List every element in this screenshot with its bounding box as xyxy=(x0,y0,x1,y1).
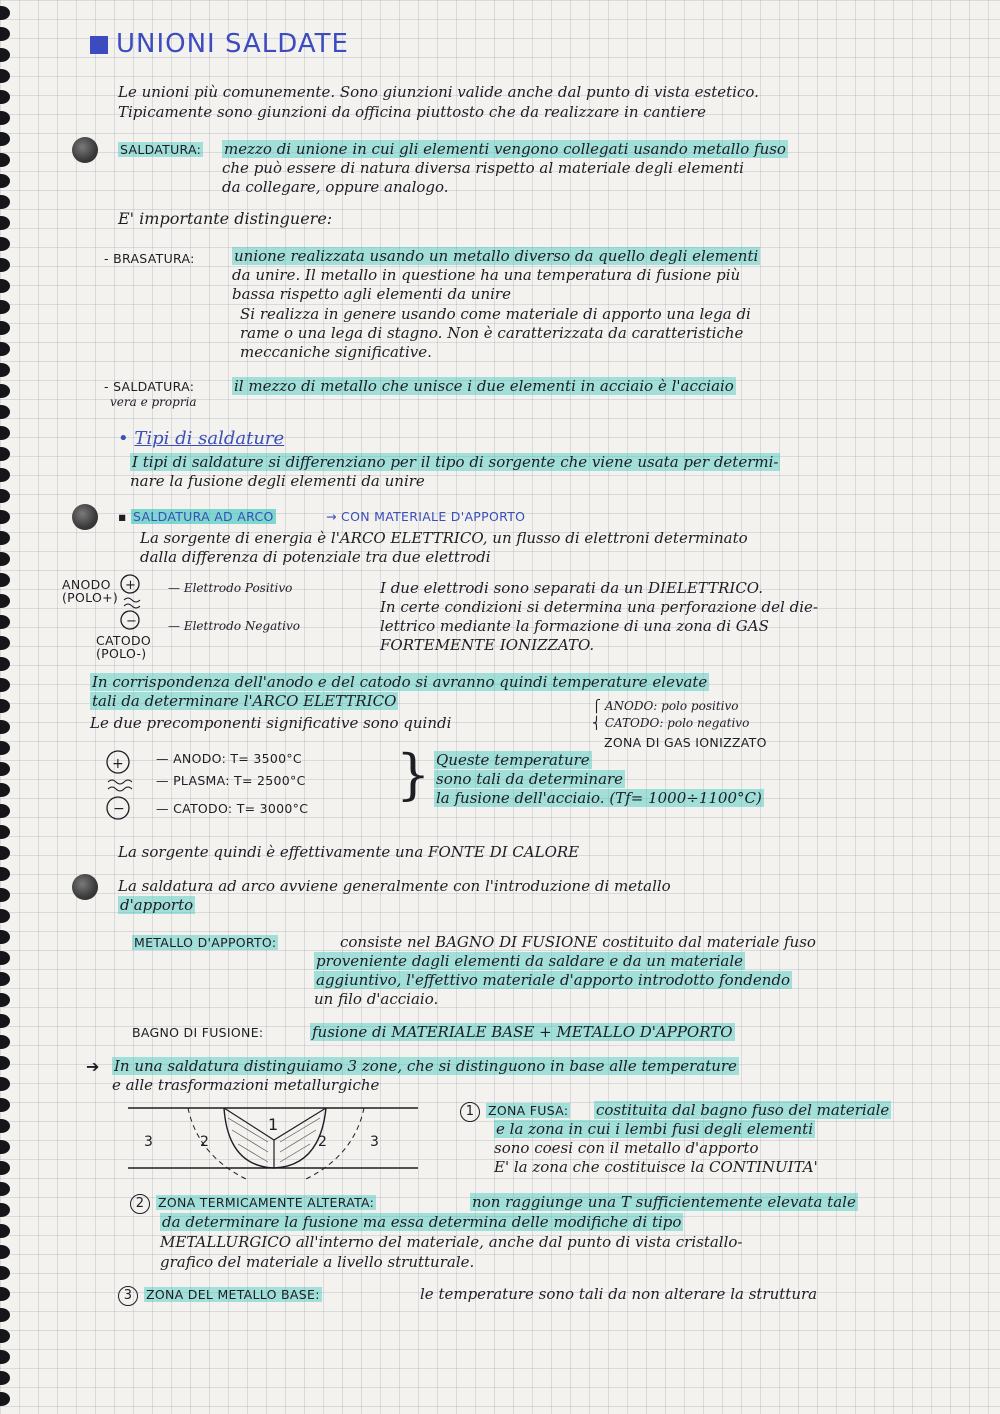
brace-icon: } xyxy=(396,743,431,806)
brasatura-line: bassa rispetto agli elementi da unire xyxy=(232,285,511,303)
zona1-line: costituita dal bagno fuso del materiale xyxy=(596,1101,890,1119)
saldatura-label: SALDATURA: xyxy=(120,142,202,157)
temp-note: Queste temperature xyxy=(436,751,590,769)
zone-intro: e alle trasformazioni metallurgiche xyxy=(112,1076,380,1094)
zone-intro: In una saldatura distinguiamo 3 zone, che si distinguono in base alle temperature xyxy=(114,1057,737,1075)
corrispondenza-line: In corrispondenza dell'anodo e del catodo si avranno quindi temperature elevate xyxy=(92,673,708,691)
diagram-label: 1 xyxy=(268,1115,279,1134)
svg-text:−: − xyxy=(126,614,137,629)
metallo-apporto-line: aggiuntivo, l'effettivo materiale d'apporto introdotto fondendo xyxy=(316,971,791,989)
componente: ZONA DI GAS IONIZZATO xyxy=(604,735,767,750)
temp-note: sono tali da determinare xyxy=(436,770,624,788)
metallo-apporto-line: consiste nel BAGNO DI FUSIONE costituito dal materiale fuso xyxy=(340,933,816,951)
temp-plasma: — PLASMA: T= 2500°C xyxy=(156,773,306,788)
zona1-line: E' la zona che costituisce la CONTINUITA' xyxy=(494,1158,818,1176)
zona3-label: 3 ZONA DEL METALLO BASE: xyxy=(118,1286,322,1306)
metallo-apporto-line: proveniente dagli elementi da saldare e da un materiale xyxy=(316,952,744,970)
saldatura-vera-sub: vera e propria xyxy=(110,395,197,409)
brasatura-label: - BRASATURA: xyxy=(104,251,195,266)
svg-text:+: + xyxy=(125,578,136,593)
zona1-label: 1 ZONA FUSA: xyxy=(460,1102,570,1122)
temp-anodo: — ANODO: T= 3500°C xyxy=(156,751,302,766)
saldatura-vera-text: il mezzo di metallo che unisce i due elementi in acciaio è l'acciaio xyxy=(234,377,734,395)
temp-note: la fusione dell'acciaio. (Tf= 1000÷1100°C) xyxy=(436,789,762,807)
brasatura-line: unione realizzata usando un metallo diverso da quello degli elementi xyxy=(234,247,759,265)
zona1-line: sono coesi con il metallo d'apporto xyxy=(494,1139,759,1157)
arco-label: ▪ SALDATURA AD ARCO xyxy=(118,509,274,524)
tipi-line: I tipi di saldature si differenziano per il tipo di sorgente che viene usata per determi- xyxy=(132,453,779,471)
elettrodi-desc: I due elettrodi sono separati da un DIELETTRICO. xyxy=(380,579,763,597)
checkbox-icon xyxy=(90,36,108,54)
diagram-label: 3 xyxy=(144,1134,153,1150)
zona1-line: e la zona in cui i lembi fusi degli elementi xyxy=(496,1120,813,1138)
elettrodi-desc: In certe condizioni si determina una perforazione del die- xyxy=(380,598,818,616)
metallo-apporto-label: METALLO D'APPORTO: xyxy=(134,935,277,950)
elettrodi-desc: lettrico mediante la formazione di una zona di GAS xyxy=(380,617,769,635)
importante-text: E' importante distinguere: xyxy=(118,209,333,228)
tipi-heading: • Tipi di saldature xyxy=(118,428,285,449)
zona2-line: METALLURGICO all'interno del materiale, anche dal punto di vista cristallo- xyxy=(160,1233,743,1251)
svg-text:−: − xyxy=(113,801,125,817)
arc-symbol-icon xyxy=(100,748,150,822)
zona2-line: da determinare la fusione ma essa determina delle modifiche di tipo xyxy=(162,1213,682,1231)
catodo-label: CATODO (POLO-) xyxy=(96,633,152,661)
bullet-icon xyxy=(72,874,98,900)
apporto-intro: d'apporto xyxy=(120,896,194,914)
brasatura-line: da unire. Il metallo in questione ha una temperatura di fusione più xyxy=(232,266,741,284)
arco-line: La sorgente di energia è l'ARCO ELETTRICO, un flusso di elettroni determinato xyxy=(140,529,748,547)
elettrodo-negativo: — Elettrodo Negativo xyxy=(168,619,300,633)
svg-text:+: + xyxy=(112,756,124,772)
electrode-symbol-icon xyxy=(114,572,164,632)
apporto-intro: La saldatura ad arco avviene generalmente con l'introduzione di metallo xyxy=(118,877,671,895)
bagno-text: fusione di MATERIALE BASE + METALLO D'APPORTO xyxy=(312,1023,733,1041)
bagno-label: BAGNO DI FUSIONE: xyxy=(132,1025,264,1040)
saldatura-def-line: che può essere di natura diversa rispetto al materiale degli elementi xyxy=(222,159,744,177)
anodo-label: ANODO (POLO+) xyxy=(62,577,119,605)
brasatura-line: Si realizza in genere usando come materiale di apporto una lega di xyxy=(240,305,751,323)
arrow-icon: ➔ xyxy=(86,1057,100,1076)
saldatura-def-line: da collegare, oppure analogo. xyxy=(222,178,449,196)
diagram-label: 3 xyxy=(370,1134,379,1150)
arco-note: → CON MATERIALE D'APPORTO xyxy=(326,509,526,524)
temp-catodo: — CATODO: T= 3000°C xyxy=(156,801,309,816)
corrispondenza-line: Le due precomponenti significative sono quindi xyxy=(90,714,452,732)
zona2-line: grafico del materiale a livello strutturale. xyxy=(160,1253,475,1271)
fonte-text: La sorgente quindi è effettivamente una FONTE DI CALORE xyxy=(118,843,580,861)
diagram-label: 2 xyxy=(200,1134,209,1150)
arco-line: dalla differenza di potenziale tra due elettrodi xyxy=(140,548,491,566)
componente: ⎨ CATODO: polo negativo xyxy=(592,716,750,730)
page-title: UNIONI SALDATE xyxy=(90,36,349,54)
saldatura-vera-label: - SALDATURA: xyxy=(104,379,195,394)
diagram-label: 2 xyxy=(318,1134,327,1150)
elettrodi-desc: FORTEMENTE IONIZZATO. xyxy=(380,636,595,654)
bullet-icon xyxy=(72,137,98,163)
intro-line: Tipicamente sono giunzioni da officina piuttosto che da realizzare in cantiere xyxy=(118,103,707,121)
weld-zones-diagram xyxy=(128,1096,428,1190)
metallo-apporto-line: un filo d'acciaio. xyxy=(314,990,439,1008)
bullet-icon xyxy=(72,504,98,530)
zona2-line: non raggiunge una T sufficientemente elevata tale xyxy=(472,1193,856,1211)
zona2-label: 2 ZONA TERMICAMENTE ALTERATA: xyxy=(130,1194,376,1214)
corrispondenza-line: tali da determinare l'ARCO ELETTRICO xyxy=(92,692,397,710)
elettrodo-positivo: — Elettrodo Positivo xyxy=(168,581,293,595)
brasatura-line: meccaniche significative. xyxy=(240,343,432,361)
intro-line: Le unioni più comunemente. Sono giunzioni valide anche dal punto di vista estetico. xyxy=(118,83,759,101)
saldatura-def-line: mezzo di unione in cui gli elementi vengono collegati usando metallo fuso xyxy=(224,140,786,158)
brasatura-line: rame o una lega di stagno. Non è caratterizzata da caratteristiche xyxy=(240,324,744,342)
zona3-text: le temperature sono tali da non alterare la struttura xyxy=(420,1285,818,1303)
componente: ⎧ ANODO: polo positivo xyxy=(592,699,739,713)
tipi-line: nare la fusione degli elementi da unire xyxy=(130,472,425,490)
